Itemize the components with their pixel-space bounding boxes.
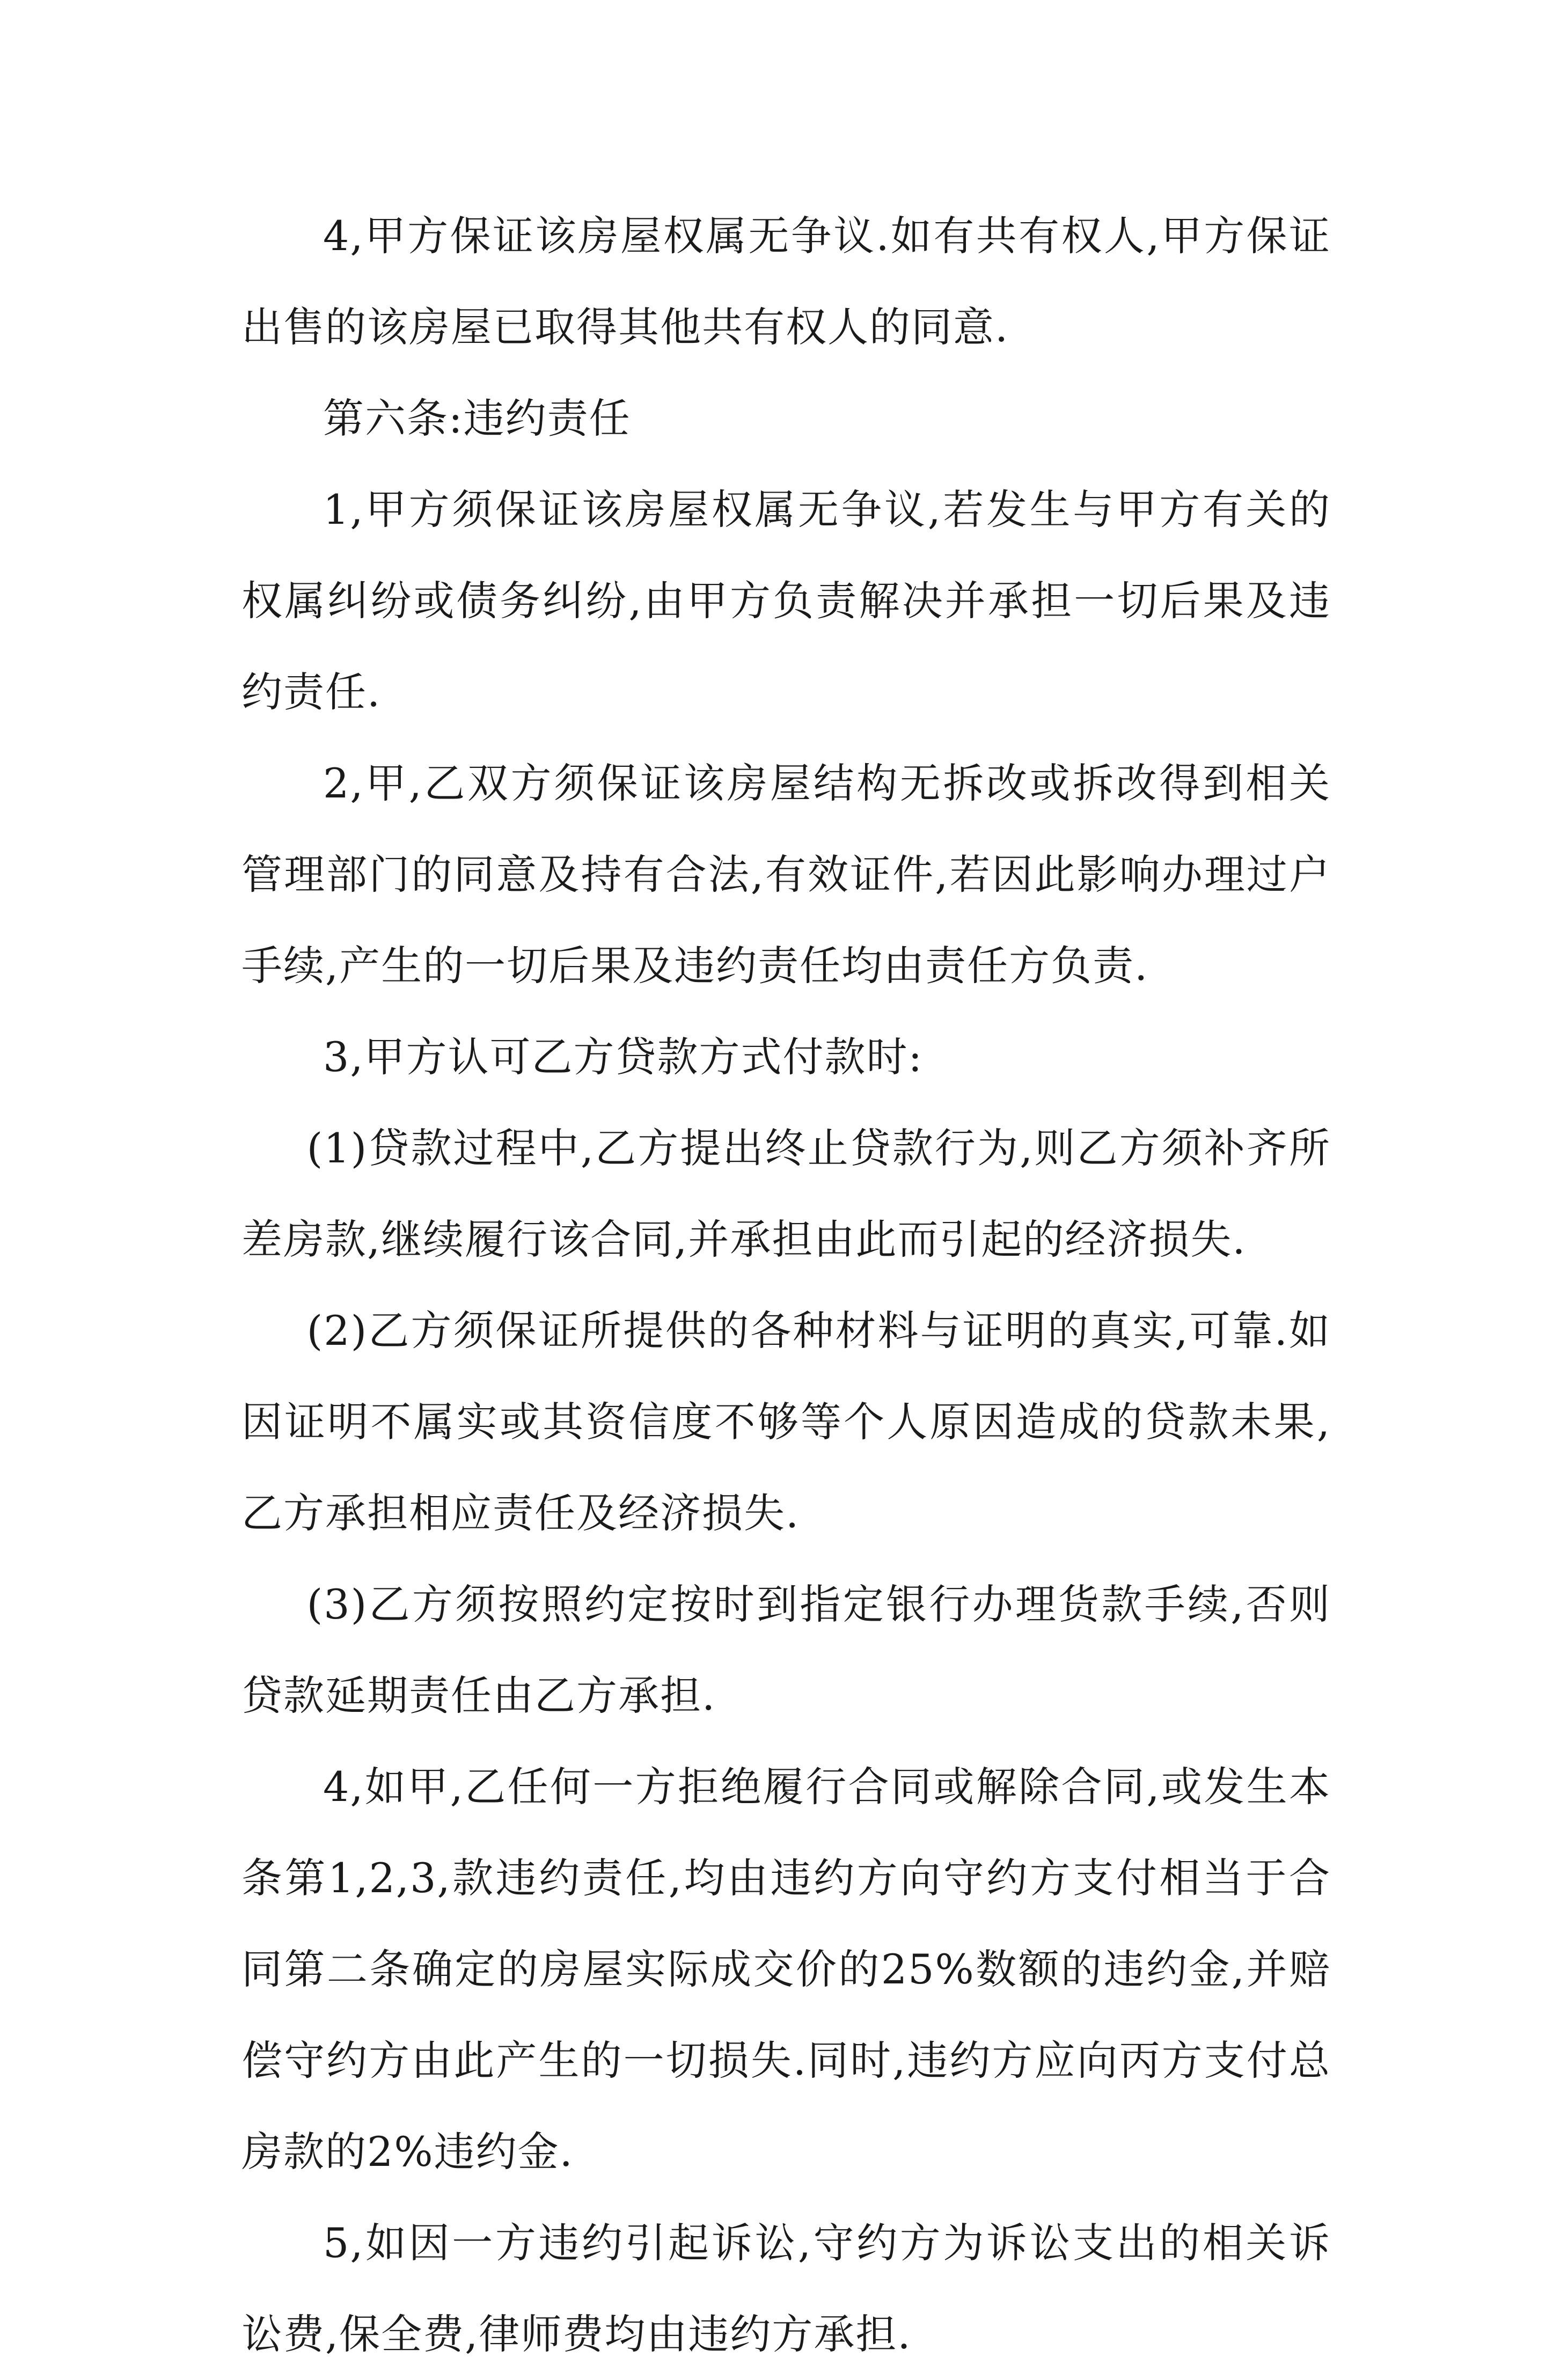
subclause-1-loan-termination: (1)贷款过程中,乙方提出终止贷款行为,则乙方须补齐所差房款,继续履行该合同,并承担由此而引起的经济损失. [241,1124,1331,1263]
clause-3-loan-payment: 3,甲方认可乙方贷款方式付款时: [323,1033,924,1081]
contract-body [241,191,1331,2380]
subclause-3-loan-procedures: (3)乙方须按照约定按时到指定银行办理货款手续,否则贷款延期责任由乙方承担. [241,1580,1331,1719]
article-6-heading: 第六条:违约责任 [323,394,631,442]
subclause-2-materials-truth: (2)乙方须保证所提供的各种材料与证明的真实,可靠.如因证明不属实或其资信度不够等个人原因造成的贷款未果,乙方承担相应责任及经济损失. [241,1307,1331,1537]
clause-5-litigation-costs: 5,如因一方违约引起诉讼,守约方为诉讼支出的相关诉讼费,保全费,律师费均由违约方承担. [241,2219,1331,2358]
clause-1-ownership-disputes: 1,甲方须保证该房屋权属无争议,若发生与甲方有关的权属纠纷或债务纠纷,由甲方负责解决并承担一切后果及违约责任. [241,486,1331,716]
clause-2-structure-changes: 2,甲,乙双方须保证该房屋结构无拆改或拆改得到相关管理部门的同意及持有合法,有效证件,若因此影响办理过户手续,产生的一切后果及违约责任均由责任方负责. [241,759,1331,990]
clause-4-breach-penalty: 4,如甲,乙任何一方拒绝履行合同或解除合同,或发生本条第1,2,3,款违约责任,均由违约方向守约方支付相当于合同第二条确定的房屋实际成交价的25%数额的违约金,并赔偿守约方由此产生的一切损失.同时,违约方应向丙方支付总房款的2%违约金. [241,1763,1331,2176]
clause-4-ownership: 4,甲方保证该房屋权属无争议.如有共有权人,甲方保证出售的该房屋已取得其他共有权人的同意. [241,212,1331,351]
